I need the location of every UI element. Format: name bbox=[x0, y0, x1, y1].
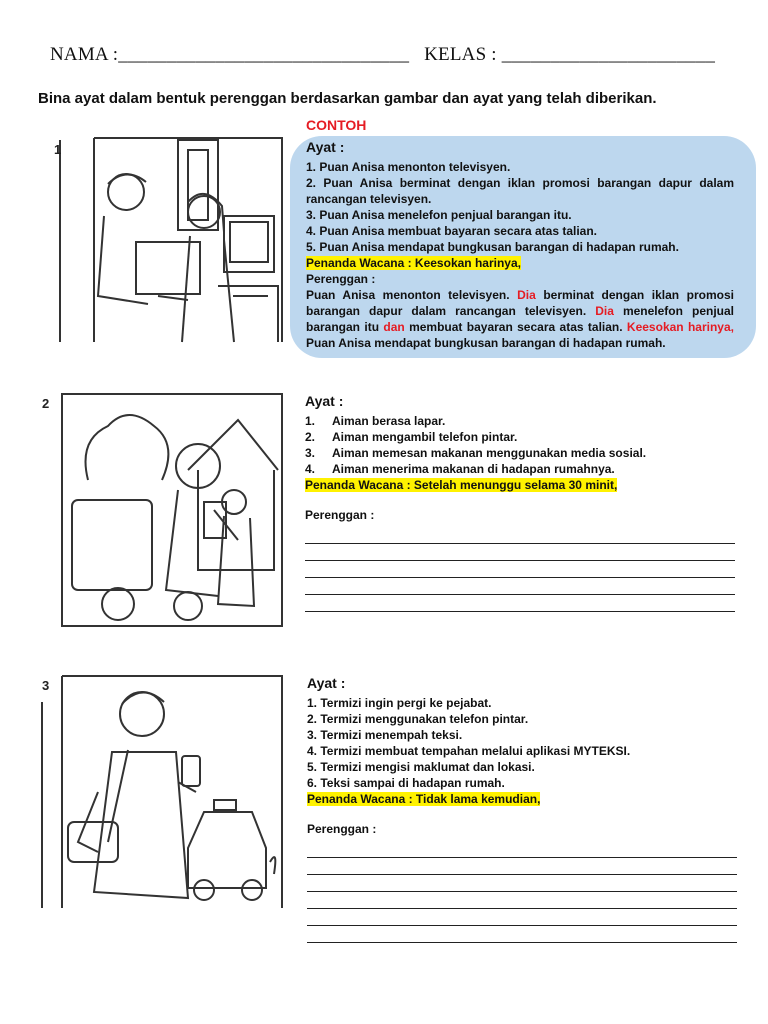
answer-line[interactable] bbox=[307, 892, 737, 909]
answer-line[interactable] bbox=[307, 909, 737, 926]
section-3-marker: Penanda Wacana : Tidak lama kemudian, bbox=[307, 792, 541, 806]
example-paragraph bbox=[306, 287, 734, 351]
example-marker: Penanda Wacana : Keesokan harinya, bbox=[306, 256, 521, 270]
list-item: 6. Teksi sampai di hadapan rumah. bbox=[307, 776, 505, 790]
illustration-3-drawing bbox=[38, 672, 286, 912]
illustration-food-delivery bbox=[38, 390, 286, 630]
picture-number: 2 bbox=[42, 396, 50, 411]
answer-line[interactable] bbox=[307, 926, 737, 943]
answer-line[interactable] bbox=[305, 544, 735, 561]
paragraph-connector: Keesokan harinya, bbox=[626, 320, 734, 334]
example-sentence: 1. Puan Anisa menonton televisyen. bbox=[306, 160, 511, 174]
picture-number: 3 bbox=[42, 678, 50, 693]
item-text: Aiman berasa lapar. bbox=[332, 414, 446, 428]
example-perenggan-label: Perenggan : bbox=[306, 272, 376, 286]
section-2 bbox=[305, 393, 735, 612]
item-number: 3. bbox=[305, 446, 316, 460]
example-sentence: 2. Puan Anisa berminat dengan iklan promosi barangan dapur dalam rancangan televisyen. bbox=[306, 176, 734, 206]
answer-lines bbox=[307, 841, 737, 943]
instruction: Bina ayat dalam bentuk perenggan berdasarkan gambar dan ayat yang telah diberikan. bbox=[38, 90, 657, 107]
answer-line[interactable] bbox=[305, 578, 735, 595]
list-item bbox=[305, 445, 735, 461]
illustration-1-drawing bbox=[38, 136, 286, 346]
kelas-label: KELAS : bbox=[424, 44, 497, 65]
paragraph-connector: Dia bbox=[595, 304, 614, 318]
item-text: Aiman memesan makanan menggunakan media sosial. bbox=[332, 446, 647, 460]
answer-line[interactable] bbox=[305, 595, 735, 612]
nama-label: NAMA : bbox=[50, 44, 119, 65]
example-section bbox=[306, 139, 734, 351]
list-item bbox=[305, 461, 735, 477]
list-item: 4. Termizi membuat tempahan melalui aplikasi MYTEKSI. bbox=[307, 744, 631, 758]
kelas-field[interactable]: ______________________ bbox=[501, 44, 716, 65]
example-sentence: 3. Puan Anisa menelefon penjual barangan itu. bbox=[306, 208, 572, 222]
item-number: 2. bbox=[305, 430, 316, 444]
section-3-perenggan-label: Perenggan : bbox=[307, 822, 377, 836]
section-3 bbox=[307, 675, 737, 943]
illustration-2-drawing bbox=[38, 390, 286, 630]
item-text: Aiman mengambil telefon pintar. bbox=[332, 430, 518, 444]
contoh-heading: CONTOH bbox=[306, 117, 367, 133]
answer-line[interactable] bbox=[307, 841, 737, 858]
nama-field[interactable]: ______________________________ bbox=[118, 44, 410, 65]
paragraph-connector: Dia bbox=[517, 288, 536, 302]
section-2-title: Ayat : bbox=[305, 393, 344, 409]
paragraph-text: membuat bayaran secara atas talian. bbox=[404, 320, 627, 334]
section-3-title: Ayat : bbox=[307, 675, 346, 691]
item-text: Aiman menerima makanan di hadapan rumahnya. bbox=[332, 462, 615, 476]
paragraph-text: menelefon penjual barangan itu bbox=[306, 304, 734, 334]
student-info-header bbox=[50, 44, 730, 66]
list-item: 3. Termizi menempah teksi. bbox=[307, 728, 463, 742]
answer-line[interactable] bbox=[305, 527, 735, 544]
paragraph-connector: dan bbox=[383, 320, 405, 334]
list-item bbox=[305, 413, 735, 429]
answer-line[interactable] bbox=[307, 875, 737, 892]
paragraph-text: Puan Anisa menonton televisyen. bbox=[306, 288, 518, 302]
answer-line[interactable] bbox=[305, 561, 735, 578]
illustration-delivery-at-door bbox=[38, 136, 286, 346]
illustration-taxi-booking bbox=[38, 672, 286, 912]
section-2-marker: Penanda Wacana : Setelah menunggu selama 30 minit, bbox=[305, 478, 618, 492]
item-number: 4. bbox=[305, 462, 316, 476]
answer-lines bbox=[305, 527, 735, 612]
paragraph-text: berminat dengan iklan promosi barangan dapur dalam rancangan televisyen. bbox=[306, 288, 734, 318]
picture-number: 1 bbox=[54, 142, 62, 157]
example-sentence: 4. Puan Anisa membuat bayaran secara atas talian. bbox=[306, 224, 598, 238]
list-item bbox=[305, 429, 735, 445]
paragraph-text: Puan Anisa mendapat bungkusan barangan di hadapan rumah. bbox=[306, 336, 666, 350]
list-item: 2. Termizi menggunakan telefon pintar. bbox=[307, 712, 529, 726]
example-title: Ayat : bbox=[306, 139, 345, 155]
item-number: 1. bbox=[305, 414, 316, 428]
answer-line[interactable] bbox=[307, 858, 737, 875]
list-item: 5. Termizi mengisi maklumat dan lokasi. bbox=[307, 760, 535, 774]
list-item: 1. Termizi ingin pergi ke pejabat. bbox=[307, 696, 492, 710]
section-2-perenggan-label: Perenggan : bbox=[305, 508, 375, 522]
example-sentence: 5. Puan Anisa mendapat bungkusan barangan di hadapan rumah. bbox=[306, 240, 679, 254]
